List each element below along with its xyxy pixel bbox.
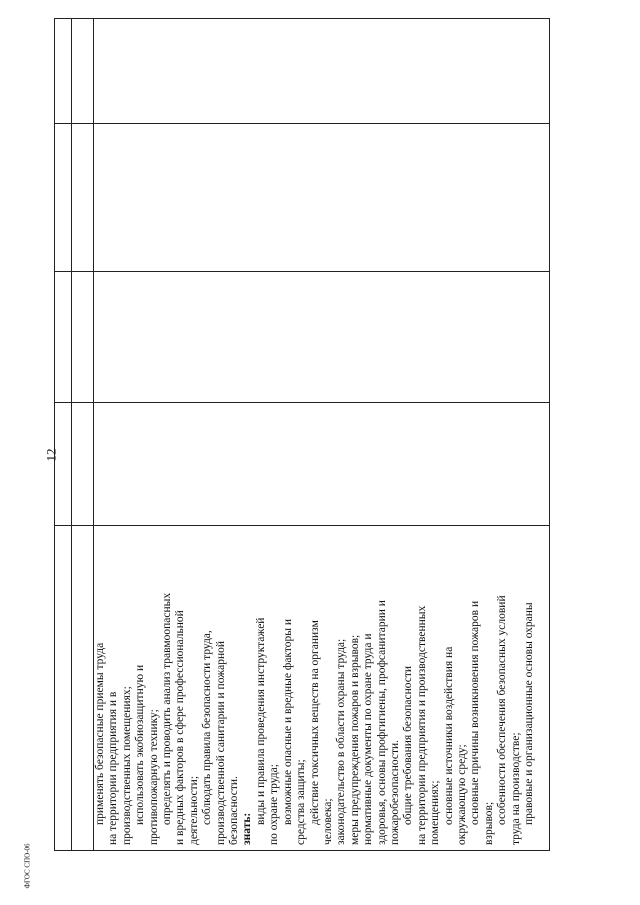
text-line: нормативные документы по охране труда и	[362, 633, 375, 845]
page-number	[41, 447, 61, 463]
text-line: применять безопасные приемы труда	[94, 642, 106, 825]
rotated-text-content	[94, 527, 536, 845]
table-row-divider	[55, 525, 549, 526]
text-line: основные источники воздействия на	[442, 646, 455, 825]
text-line: труда на производстве;	[509, 732, 522, 845]
text-line: знать:	[241, 812, 254, 845]
text-line: безопасности.	[228, 776, 241, 845]
text-line: на территории предприятия и производственных	[415, 605, 428, 845]
page-number-text: 12	[43, 448, 58, 462]
text-line: виды и правила проведения инструктажей	[254, 617, 267, 825]
text-line: средства защиты;	[295, 759, 308, 845]
text-line: помещениях;	[429, 780, 442, 845]
text-line: соблюдать правила безопасности труда,	[201, 630, 214, 825]
text-line: использовать экобиозащитную и	[134, 664, 147, 825]
text-line: взрывов;	[482, 801, 495, 845]
text-line: производственной санитарии и пожарной	[214, 640, 227, 845]
table-column-divider	[71, 19, 72, 850]
text-line: возможные опасные и вредные факторы и	[281, 619, 294, 825]
table-row-divider	[55, 402, 549, 403]
text-line: человека;	[321, 798, 334, 845]
text-line: определять и проводить анализ травмоопасных	[161, 592, 174, 825]
text-line: деятельности;	[187, 775, 200, 845]
text-line: особенности обеспечения безопасных условий	[496, 595, 509, 825]
table-row-divider	[55, 271, 549, 272]
text-line: окружающую среду;	[455, 744, 468, 845]
text-line: и вредных факторов в сфере профессиональной	[174, 610, 187, 845]
text-line: на территории предприятия и в	[107, 691, 120, 845]
text-line: меры предупреждения пожаров и взрывов;	[348, 634, 361, 845]
text-line: общие требования безопасности	[402, 665, 415, 825]
text-line: правовые и организационные основы охраны	[523, 602, 535, 825]
text-line: противопожарную технику;	[147, 709, 160, 845]
text-line: действие токсичных веществ на организм	[308, 620, 321, 825]
text-line: законодательство в области охраны труда;	[335, 638, 348, 845]
footer-text: ФГОС СПО-06	[24, 843, 33, 889]
text-line: пожаробезопасности.	[388, 739, 401, 845]
skills-knowledge-cell	[94, 527, 550, 847]
text-line: основные причины возникновения пожаров и	[469, 600, 482, 825]
text-line: здоровья, основы профгигиены, профсанитарии и	[375, 600, 388, 845]
text-line: по охране труда;	[268, 764, 281, 845]
table-row-divider	[55, 123, 549, 124]
text-line: производственных помещениях;	[120, 686, 133, 845]
page-footer	[22, 843, 34, 889]
